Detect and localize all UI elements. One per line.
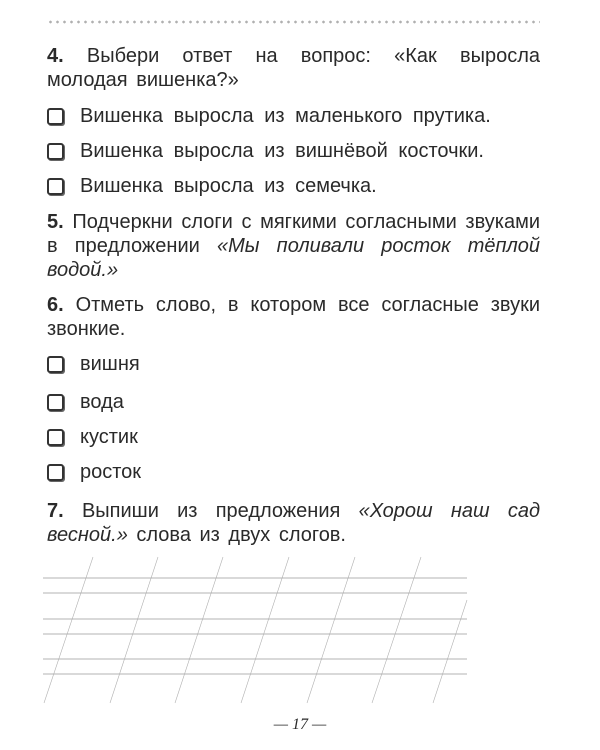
option-label: вода <box>80 391 124 413</box>
option-label: росток <box>80 461 142 483</box>
task-6-question: 6. Отметь слово, в котором все согласные звуки звонкие. <box>47 294 541 340</box>
task-4-question: 4. Выбери ответ на вопрос: «Как выросла молодая вишенка?» <box>47 45 540 91</box>
task-7-question: 7. Выпиши из предложения «Хорош наш сад весной.» слова из двух слогов. <box>47 500 540 546</box>
option-label: кустик <box>80 426 138 448</box>
task-5-question: 5. Подчеркни слоги с мягкими согласными звуками в предложении «Мы поливали росток тёплой водой.» <box>47 211 541 281</box>
option-label: вишня <box>80 353 140 375</box>
option-label: Вишенка выросла из маленького прутика. <box>80 105 491 127</box>
option-label: Вишенка выросла из семечка. <box>80 175 377 197</box>
option-label: Вишенка выросла из вишнёвой косточки. <box>80 140 484 162</box>
page-number: — 17 — <box>273 716 327 733</box>
